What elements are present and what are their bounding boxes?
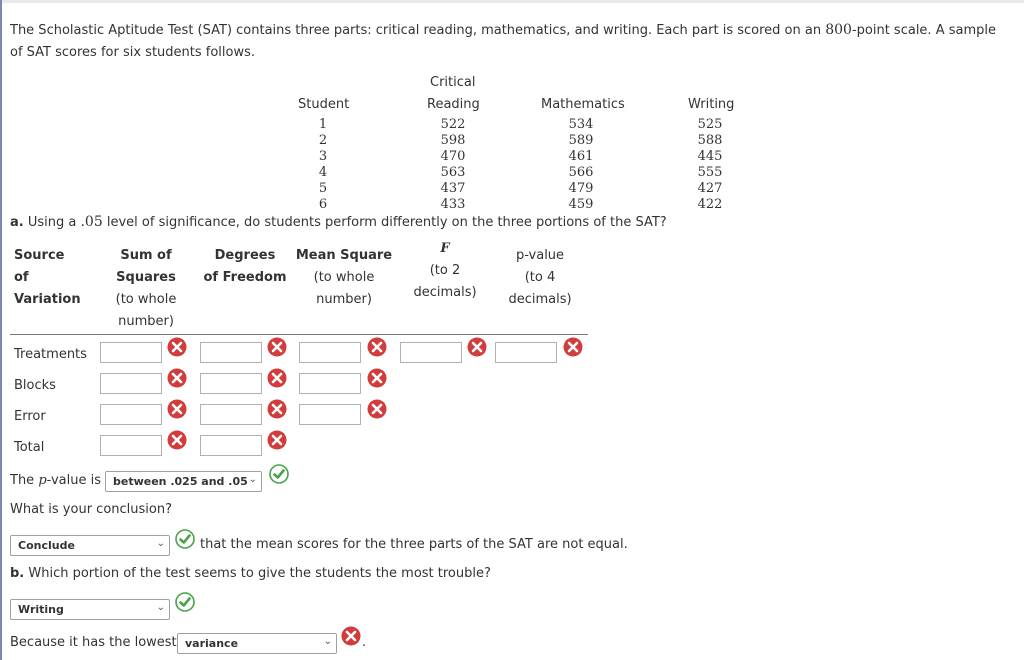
student-cell: 4 (318, 165, 328, 180)
intro-text-2: -point scale. A sample of SAT scores for six students follows. (10, 23, 996, 60)
error-df-input[interactable] (200, 404, 262, 425)
row-label-total: Total (14, 440, 45, 455)
reading-cell: 598 (440, 133, 466, 148)
math-cell: 589 (568, 133, 594, 148)
header-mean-square (294, 245, 394, 311)
incorrect-icon (167, 337, 187, 357)
blocks-ss-input[interactable] (100, 373, 162, 394)
because-period: . (362, 635, 367, 650)
row-label-treatments: Treatments (14, 347, 87, 362)
header-mathematics: Mathematics (541, 97, 625, 112)
reading-cell: 563 (440, 165, 466, 180)
header-ms-note: number) (316, 292, 372, 307)
because-label: Because it has the lowest (10, 635, 177, 650)
writing-cell: 525 (697, 117, 723, 132)
header-f (410, 238, 480, 304)
student-cell: 3 (318, 149, 328, 164)
chevron-down-icon: ⌄ (156, 602, 165, 613)
writing-cell: 427 (697, 181, 723, 196)
header-f-note: (to 2 (429, 263, 461, 278)
incorrect-icon (267, 337, 287, 357)
header-df-line: Degrees (214, 248, 276, 263)
chevron-down-icon: ⌄ (156, 538, 165, 549)
problem-intro (10, 19, 1010, 64)
header-ss-note: (to whole (115, 292, 177, 307)
student-cell: 1 (318, 117, 328, 132)
incorrect-icon (341, 626, 361, 646)
math-cell: 479 (568, 181, 594, 196)
conclusion-select-value: Conclude (18, 539, 75, 552)
conclusion-select[interactable] (10, 535, 170, 556)
question-a (10, 214, 667, 230)
header-source-line: Variation (14, 292, 81, 307)
header-p-note: (to 4 (524, 270, 556, 285)
question-b (10, 566, 491, 581)
student-column (313, 117, 333, 213)
question-a-text-1: Using a (23, 215, 81, 230)
incorrect-icon (367, 337, 387, 357)
math-cell: 566 (568, 165, 594, 180)
reading-cell: 522 (440, 117, 466, 132)
intro-text-1: The Scholastic Aptitude Test (SAT) contains three parts: critical reading, mathematics, and writing. Each part is scored on an (10, 23, 826, 38)
blocks-ms-input[interactable] (299, 373, 361, 394)
header-f-symbol: F (440, 241, 450, 256)
correct-check-icon (175, 592, 195, 612)
header-ms-line: Mean Square (295, 248, 393, 263)
left-frame-border (0, 0, 2, 660)
total-df-input[interactable] (200, 435, 262, 456)
incorrect-icon (367, 399, 387, 419)
reading-cell: 470 (440, 149, 466, 164)
writing-column (690, 117, 730, 213)
header-ss-line: Sum of (120, 248, 172, 263)
header-f-note: decimals) (413, 285, 477, 300)
incorrect-icon (167, 368, 187, 388)
incorrect-icon (367, 368, 387, 388)
question-b-text: Which portion of the test seems to give the students the most trouble? (24, 566, 491, 581)
question-a-text-2: level of significance, do students perform differently on the three portions of the SAT? (102, 215, 667, 230)
incorrect-icon (167, 430, 187, 450)
header-critical: Critical (430, 75, 476, 90)
header-source-of-variation (14, 245, 81, 311)
math-cell: 459 (568, 197, 594, 212)
pvalue-label-pre: The (10, 473, 39, 488)
row-label-error: Error (14, 409, 46, 424)
header-sum-of-squares (115, 245, 177, 333)
question-b-label: b. (10, 566, 25, 581)
writing-cell: 445 (697, 149, 723, 164)
student-cell: 6 (318, 197, 328, 212)
header-p-value (500, 245, 580, 311)
correct-check-icon (269, 464, 289, 484)
treatments-pvalue-input[interactable] (495, 342, 557, 363)
pvalue-select-value: between .025 and .05 (113, 475, 248, 488)
math-cell: 534 (568, 117, 594, 132)
writing-cell: 588 (697, 133, 723, 148)
writing-cell: 555 (697, 165, 723, 180)
portion-select[interactable] (10, 599, 170, 620)
correct-check-icon (175, 529, 195, 549)
top-frame-border (0, 0, 1024, 3)
header-ms-note: (to whole (313, 270, 375, 285)
total-ss-input[interactable] (100, 435, 162, 456)
math-cell: 461 (568, 149, 594, 164)
incorrect-icon (467, 337, 487, 357)
alpha-value: .05 (80, 214, 103, 230)
treatments-df-input[interactable] (200, 342, 262, 363)
header-p-line: p-value (515, 248, 565, 263)
reason-select[interactable] (177, 633, 337, 654)
error-ms-input[interactable] (299, 404, 361, 425)
header-ss-line: Squares (116, 270, 176, 285)
conclusion-question: What is your conclusion? (10, 502, 172, 517)
header-df-line: of Freedom (203, 270, 287, 285)
reading-column (433, 117, 473, 213)
student-cell: 2 (318, 133, 328, 148)
pvalue-select[interactable] (105, 471, 262, 492)
header-source-line: of (14, 270, 29, 285)
incorrect-icon (267, 368, 287, 388)
conclusion-statement: that the mean scores for the three parts of the SAT are not equal. (200, 537, 628, 552)
treatments-ss-input[interactable] (100, 342, 162, 363)
portion-select-value: Writing (18, 603, 64, 616)
pvalue-label-post: -value is (46, 473, 102, 488)
student-cell: 5 (318, 181, 328, 196)
header-p-note: decimals) (508, 292, 572, 307)
chevron-down-icon: ⌄ (248, 474, 257, 485)
treatments-f-input[interactable] (400, 342, 462, 363)
header-reading: Reading (427, 97, 480, 112)
header-source-line: Source (14, 248, 65, 263)
incorrect-icon (167, 399, 187, 419)
blocks-df-input[interactable] (200, 373, 262, 394)
reason-select-value: variance (185, 637, 239, 650)
incorrect-icon (267, 399, 287, 419)
chevron-down-icon: ⌄ (323, 636, 332, 647)
header-degrees-of-freedom (200, 245, 290, 289)
pvalue-label-p: p (38, 473, 47, 488)
reading-cell: 433 (440, 197, 466, 212)
incorrect-icon (563, 337, 583, 357)
pvalue-label (10, 473, 101, 488)
header-student: Student (298, 97, 350, 112)
row-label-blocks: Blocks (14, 378, 56, 393)
mathematics-column (561, 117, 601, 213)
error-ss-input[interactable] (100, 404, 162, 425)
intro-scale-value: 800 (825, 22, 852, 38)
table-divider (10, 334, 588, 335)
writing-cell: 422 (697, 197, 723, 212)
header-writing: Writing (688, 97, 735, 112)
incorrect-icon (267, 430, 287, 450)
treatments-ms-input[interactable] (299, 342, 361, 363)
question-a-label: a. (10, 215, 24, 230)
reading-cell: 437 (440, 181, 466, 196)
header-ss-note: number) (118, 314, 174, 329)
